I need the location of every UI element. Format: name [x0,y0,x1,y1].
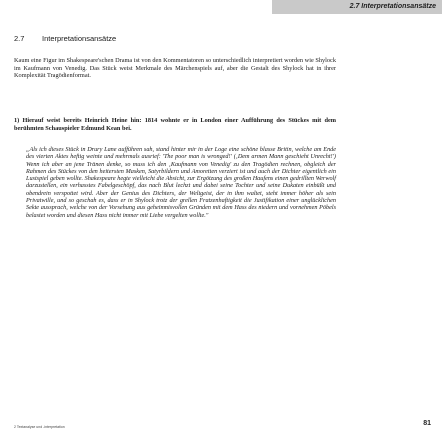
paragraph-heine: 1) Hierauf weist bereits Heinrich Heine hin: 1814 wohnte er in London einer Aufführung des Stückes mit dem berühmten Schauspieler Edmund Kean bei. [14,117,336,132]
footer-chapter-label: 2 Textanalyse und -interpretation [14,425,65,429]
section-heading [14,34,116,43]
running-title: 2.7 Interpretationsansätze [272,0,442,14]
heine-quote: „Als ich dieses Stück in Drury Lane aufführen sah, stand hinter mir in der Loge eine schöne blasse Britin, welche am Ende des vierten Aktes heftig weinte und mehrmals ausrief: 'The poor man is wronged!' (‚Dem armen Mann geschieht Unrecht!') Wenn ich aber an jene Tränen denke, so muss ich den ‚Kaufmann von Venedig' zu den Tragödien rechnen, obgleich der Rahmen des Stückes von den heitersten Masken, Satyrbildern und Amoretten verziert ist und auch der Dichter eigentlich ein Lustspiel geben wollte. Shakespeare hegte vielleicht die Absicht, zur Ergötzung des großen Haufens einen gedrillten Werwolf darzustellen, ein verhasstes Fabelgeschöpf, das nach Blut lechzt und dabei seine Tochter und seine Dukaten einbüßt und obendrein verspottet wird. Aber der Genius des Dichters, der Weltgeist, der in ihm waltet, steht immer höher als sein Privatwille, und so geschah es, dass er in Shylock trotz der grellen Fratzenhaftigkeit die Justifikation einer unglücklichen Sekte aussprach, welche von der Vorsehung aus geheimnisvollen Gründen mit dem Hass des niedern und vornehmen Pöbels belastet worden und diesen Hass nicht immer mit Liebe vergelten wollte." [26,146,336,219]
running-header [0,0,442,30]
page-number: 81 [423,420,431,427]
section-title: Interpretationsansätze [42,34,117,43]
paragraph-intro: Kaum eine Figur im Shakespeare'schen Drama ist von den Kommentatoren so unterschiedlich interpretiert worden wie Shylock im Kaufmann von Venedig. Das Stück weist Merkmale des Märchenspiels auf, aber die Gestalt des Shylock hat in ihrer Komplexität Tragödienformat. [14,57,336,80]
section-number: 2.7 [14,34,25,43]
